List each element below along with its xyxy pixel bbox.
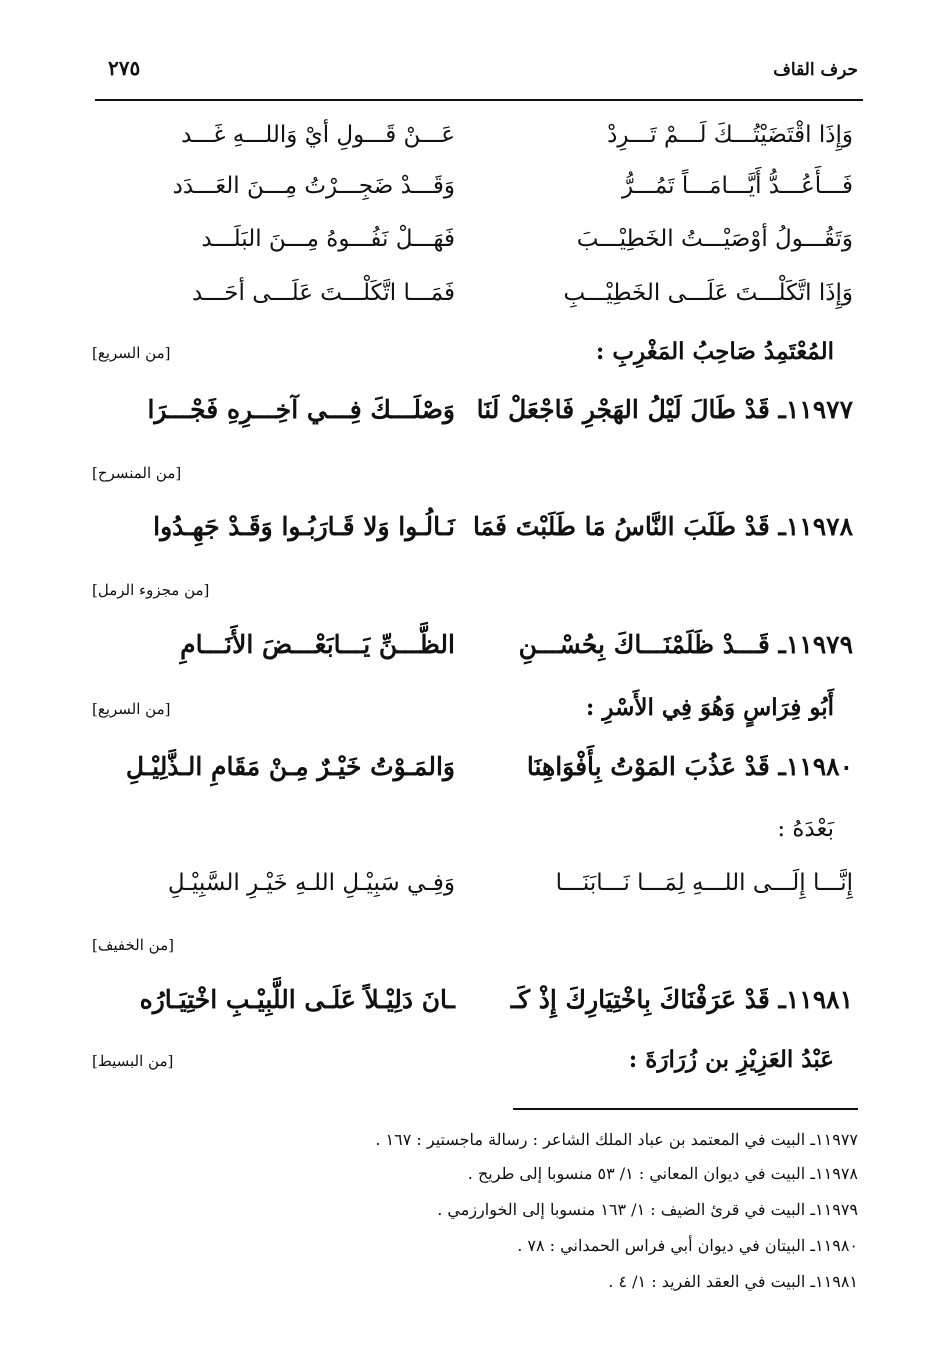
verse-line	[105, 173, 865, 221]
meter-label: [من المنسرح]	[92, 464, 182, 482]
verse-1977	[105, 395, 865, 443]
header-divider	[95, 99, 863, 101]
verse-first-hemistich: ١١٩٧٩ـ قَـــدْ ظَلَمْنَـــاكَ بِحُسْـــنِ	[518, 630, 853, 659]
verse-1980	[105, 752, 865, 800]
verse-first-hemistich: ١١٩٨١ـ قَدْ عَرَفْنَاكَ بِاخْتِيَارِكَ إِذْ كَـ	[510, 985, 853, 1014]
meter-label: [من الخفيف]	[92, 936, 174, 954]
poet-heading: عَبْدُ العَزِيْزِ بن زُرَارَةَ :	[628, 1046, 834, 1073]
poet-heading: المُعْتَمِدُ صَاحِبُ المَغْرِبِ :	[595, 338, 834, 365]
verse-line	[105, 226, 865, 274]
verse-line	[105, 122, 865, 170]
verse-first-hemistich: إِنَّـــا إِلَـــى اللـــهِ لِمَـــا نَـــابَنَـــا	[555, 870, 853, 896]
verse-second-hemistich: وَالمَـوْتُ خَيْـرٌ مِـنْ مَقَامِ الـذَّلِيْـلِ	[125, 752, 455, 781]
verse-first-hemistich: ١١٩٧٧ـ قَدْ طَالَ لَيْلُ الهَجْرِ فَاجْعَلْ لَنَا	[476, 395, 853, 424]
meter-label: [من السريع]	[92, 344, 171, 362]
verse-second-hemistich: فَمَـــا اتَّكَلْـــتَ عَلَـــى أحَـــد	[192, 280, 455, 306]
verse-second-hemistich: الظَّـــنِّ يَـــابَعْـــضَ الأَنَـــامِ	[180, 630, 455, 659]
verse-1981	[105, 985, 865, 1033]
verse-1978	[105, 512, 865, 560]
verse-first-hemistich: وَتَقُـــولُ أوْصَيْـــتُ الخَطِيْـــبَ	[576, 226, 853, 252]
verse-second-hemistich: فَهَـــلْ نَفُـــوهُ مِـــنَ البَلَـــد	[201, 226, 455, 252]
verse-first-hemistich: ١١٩٨٠ـ قَدْ عَذُبَ المَوْتُ بِأَفْوَاهِنَا	[526, 752, 853, 781]
verse-first-hemistich: وَإِذَا اقْتَضَيْتُـــكَ لَـــمْ تَـــرِدْ	[607, 122, 853, 148]
verse-second-hemistich: ـانَ دَلِيْـلاً عَلَـى اللَّبِيْـبِ اخْتِيَـارُه	[139, 985, 455, 1014]
chapter-title: حرف القاف	[773, 60, 858, 80]
verse-after	[105, 870, 865, 918]
footnote-1979: ١١٩٧٩ـ البيت في قرئ الضيف : ١/ ١٦٣ منسوبا إلى الخوارزمي .	[437, 1200, 858, 1219]
verse-first-hemistich: ١١٩٧٨ـ قَدْ طَلَبَ النَّاسُ مَا طَلَبْتَ فَمَا	[472, 512, 853, 541]
poet-heading: أَبُو فِرَاسٍ وَهُوَ فِي الأَسْرِ :	[585, 694, 834, 721]
verse-first-hemistich: وَإِذَا اتَّكَلْـــتَ عَلَـــى الخَطِيْـــبِ	[563, 280, 853, 306]
meter-label: [من السريع]	[92, 700, 171, 718]
verse-second-hemistich: عَـــنْ قَـــولِ أيْ وَاللـــهِ غَـــد	[181, 122, 455, 148]
verse-1979	[105, 630, 865, 678]
verse-second-hemistich: وَفِـي سَبِيْـلِ اللـهِ خَيْـرِ السَّبِيْـلِ	[167, 870, 455, 896]
verse-second-hemistich: وَصْلَـــكَ فِـــي آخِـــرِهِ فَجْـــرَا	[147, 395, 455, 424]
footnote-1978: ١١٩٧٨ـ البيت في ديوان المعاني : ١/ ٥٣ منسوبا إلى طريح .	[467, 1164, 858, 1183]
verse-first-hemistich: فَـــأَعُـــدُّ أَيَّـــامَـــاً تَمُـــرُّ	[621, 173, 853, 199]
footnote-1980: ١١٩٨٠ـ البيتان في ديوان أبي فراس الحمداني : ٧٨ .	[517, 1236, 858, 1255]
meter-label: [من مجزوء الرمل]	[92, 581, 210, 599]
footnote-1981: ١١٩٨١ـ البيت في العقد الفريد : ١/ ٤ .	[608, 1272, 858, 1291]
footnote-divider	[513, 1108, 858, 1110]
footnote-1977: ١١٩٧٧ـ البيت في المعتمد بن عباد الملك الشاعر : رسالة ماجستير : ١٦٧ .	[375, 1130, 858, 1149]
verse-second-hemistich: نَـالُـوا وَلا قَـارَبُـوا وَقَـدْ جَهِـدُوا	[153, 512, 455, 541]
verse-line	[105, 280, 865, 328]
verse-second-hemistich: وَقَـــدْ ضَجِـــرْتُ مِـــنَ العَـــدَد	[172, 173, 455, 199]
meter-label: [من البسيط]	[92, 1052, 174, 1070]
page-number: ٢٧٥	[108, 56, 141, 80]
after-label: بَعْدَهُ :	[777, 816, 834, 842]
